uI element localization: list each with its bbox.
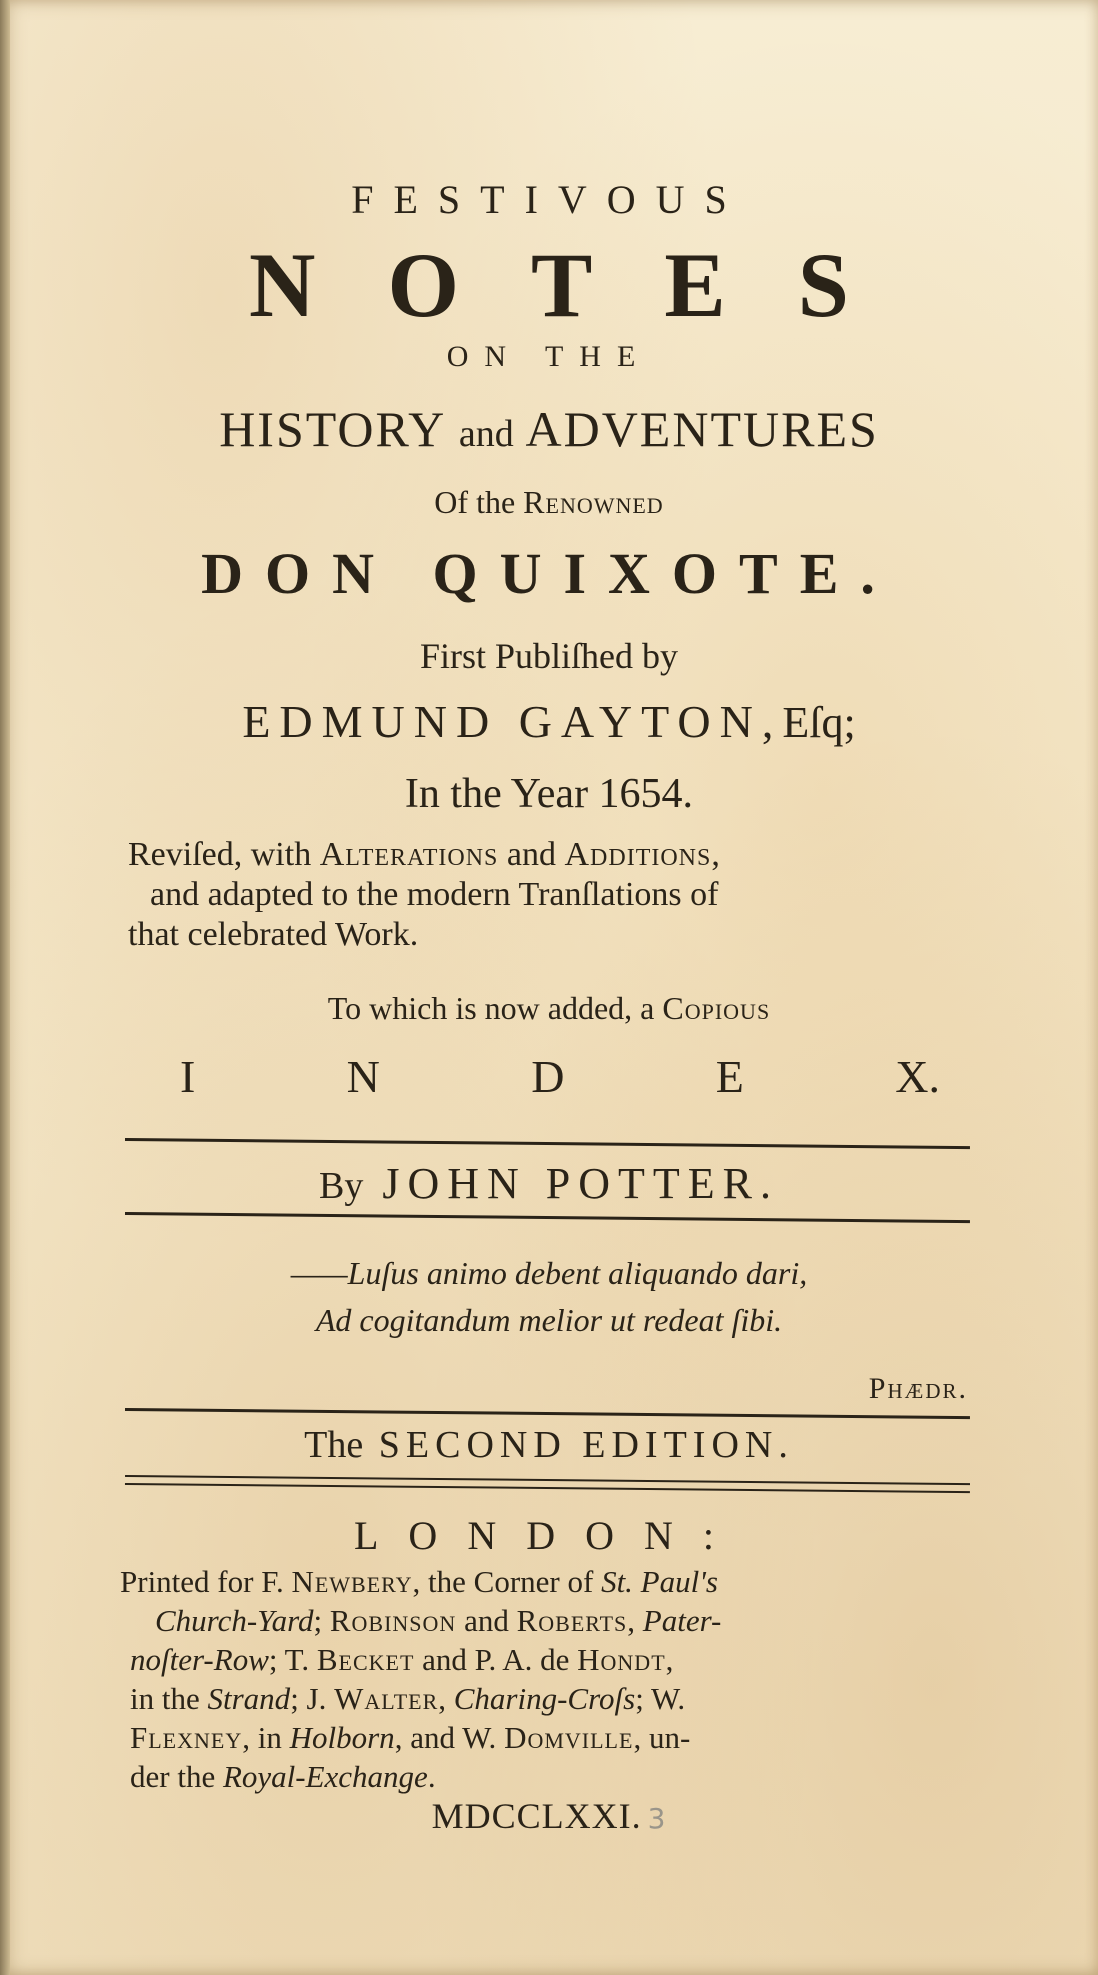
imprint-text: and: [456, 1603, 517, 1638]
printer-flexney: Flexney: [130, 1720, 243, 1755]
printer-becket: Becket: [316, 1642, 415, 1677]
index-letter-n: N: [346, 1051, 380, 1102]
index-letter-e: E: [715, 1051, 744, 1102]
imprint-city: LONDON:: [354, 1513, 744, 1558]
printer-roberts: Roberts: [516, 1603, 628, 1638]
place-church-yard: Church-Yard: [155, 1603, 314, 1638]
title-notes: NOTES: [249, 234, 921, 336]
double-rule-below-edition: [125, 1475, 970, 1493]
imprint-text: ;: [313, 1603, 330, 1638]
imprint-text: ; T.: [268, 1642, 317, 1677]
renowned-text: Renowned: [523, 484, 664, 520]
imprint-date-line: [0, 1795, 1098, 1837]
to-which-line: [0, 990, 1098, 1027]
imprint-line-6: [130, 1757, 1010, 1796]
additions-text: Additions: [564, 836, 712, 873]
imprint-text: , the Corner of: [412, 1564, 602, 1599]
rule-above-editor: [125, 1138, 970, 1149]
title-adventures: ADVENTURES: [525, 401, 879, 457]
imprint-text: Printed for F.: [120, 1564, 292, 1599]
imprint-text: , and W.: [394, 1720, 505, 1755]
copious-text: Copious: [662, 990, 771, 1026]
title-history: HISTORY: [219, 401, 445, 457]
motto-line-2: Ad cogitandum melior ut redeat ſibi.: [315, 1302, 783, 1338]
title-of-the-renowned: [0, 484, 1098, 521]
printer-newbery: Newbery: [291, 1564, 413, 1599]
rule-below-editor: [125, 1212, 970, 1223]
imprint-line-1: [120, 1562, 1000, 1601]
place-st-pauls: St. Paul's: [601, 1564, 718, 1599]
imprint-text: , in: [242, 1720, 290, 1755]
place-royal-exchange: Royal-Exchange: [222, 1759, 428, 1794]
editor-line: [0, 1158, 1098, 1209]
first-published-by: First Publiſhed by: [419, 636, 679, 676]
place-strand: Strand: [207, 1681, 291, 1716]
imprint-date: MDCCLXXI.: [431, 1796, 642, 1836]
author-suffix: Eſq;: [782, 698, 856, 747]
motto-line-1: ——Luſus animo debent aliquando dari,: [290, 1255, 808, 1291]
imprint-text: ,: [665, 1642, 674, 1677]
imprint-text: der the: [130, 1759, 223, 1794]
imprint-text: ; W.: [635, 1681, 686, 1716]
edition-the: The: [304, 1424, 364, 1466]
revised-text-a: Reviſed, with: [128, 836, 320, 873]
imprint-text: , un-: [633, 1720, 691, 1755]
author-line: [0, 695, 1098, 748]
printer-walter: Walter: [334, 1681, 439, 1716]
imprint-line-2: [155, 1601, 1035, 1640]
revised-line-1: [128, 835, 988, 875]
place-holborn: Holborn: [289, 1720, 395, 1755]
printer-hondt: Hondt: [577, 1642, 666, 1677]
imprint-line-4: [130, 1679, 1010, 1718]
title-history-line: [0, 400, 1098, 458]
author-name: EDMUND GAYTON,: [242, 696, 783, 747]
title-festivous: FESTIVOUS: [351, 177, 747, 222]
place-noster-row: noſter-Row: [130, 1642, 269, 1677]
revised-line-3: that celebrated Work.: [128, 916, 419, 953]
revised-line-2: and adapted to the modern Tranſlations of: [150, 876, 719, 913]
title-on-the: ON THE: [446, 340, 652, 373]
pencil-annotation: 3: [647, 1802, 667, 1835]
title-and: and: [458, 413, 514, 455]
title-don-quixote: DON QUIXOTE.: [201, 541, 897, 606]
index-letter-x: X.: [895, 1051, 940, 1102]
imprint-text: .: [427, 1759, 436, 1794]
by-text: By: [318, 1165, 364, 1207]
revised-paragraph: [128, 835, 988, 955]
imprint-text: ,: [438, 1681, 454, 1716]
to-which-text: To which is now added, a: [327, 990, 663, 1026]
revised-comma: ,: [711, 836, 720, 873]
motto-source: Phædr.: [868, 1372, 968, 1405]
printer-robinson: Robinson: [329, 1603, 457, 1638]
printer-domville: Domville: [504, 1720, 634, 1755]
editor-name: JOHN POTTER.: [382, 1159, 780, 1208]
rule-above-edition: [125, 1408, 970, 1419]
imprint-line-5: [130, 1718, 1010, 1757]
alterations-text: Alterations: [319, 836, 499, 873]
revised-text-and: and: [498, 836, 565, 873]
index-heading: [180, 1050, 940, 1103]
of-the-text: Of the: [434, 484, 516, 520]
edition-line: [0, 1423, 1098, 1467]
index-letter-d: D: [531, 1051, 565, 1102]
edition-text: SECOND EDITION.: [378, 1424, 794, 1466]
year-line: In the Year 1654.: [404, 771, 694, 817]
imprint-line-3: [130, 1640, 1010, 1679]
imprint-text: ,: [627, 1603, 643, 1638]
place-charing-cross: Charing-Croſs: [453, 1681, 636, 1716]
index-letter-i: I: [180, 1051, 196, 1102]
imprint-text: in the: [130, 1681, 208, 1716]
place-pater: Pater-: [642, 1603, 722, 1638]
imprint-text: ; J.: [290, 1681, 335, 1716]
imprint-text: and P. A. de: [414, 1642, 578, 1677]
